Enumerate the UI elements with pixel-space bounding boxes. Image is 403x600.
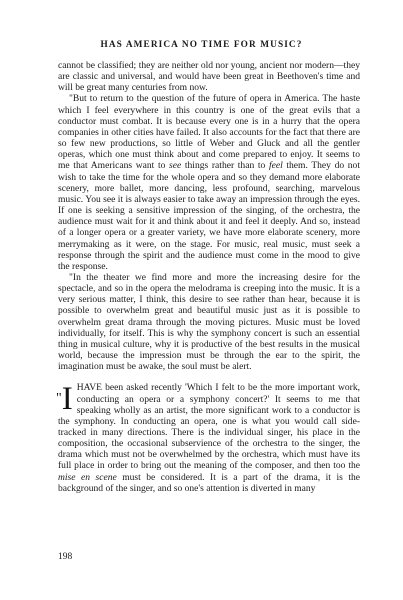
emphasis-feel: feel [268, 160, 283, 172]
paragraph-1-part-a: "But to return to the question of the future of opera in America. The haste which I feel everywhere in this country is one of the great evils that a conductor must combat. It is because every one is in a hurry that the opera companies in other cities have failed. It also accounts for the fact that there are so few new productions, so little of Weber and Gluck and all the gentler operas, which one must think about and come prepared to enjoy. It seems to me that Americans want to [58, 93, 360, 172]
paragraph-2: "In the theater we find more and more the increasing desire for the spectacle, and so in the opera the melodrama is creeping into the music. It is a very serious matter, I think, this desire to see rather than hear, because it is possible to overwhelm great and beautiful music just as it is possible to overwhelm great drama through the moving pictures. Music must be loved individually, for itself. This is why the symphony concert is such an essential thing in musical culture, why it is productive of the best results in the musical world, because the impression must be through the ear to the spirit, the imagination must be awake, the soul must be alert. [58, 271, 360, 373]
paragraph-1-part-b: things rather than to [181, 160, 269, 172]
paragraph-0: cannot be classified; they are neither old nor young, ancient nor modern—they are classic and universal, and would have been great in Beethoven's time and will be great many centuries from now. [58, 60, 360, 94]
paragraph-1 [58, 93, 360, 272]
drop-cap [56, 381, 73, 418]
emphasis-see: see [169, 160, 182, 172]
open-quote: " [56, 391, 62, 407]
section-two [58, 382, 360, 494]
article-body [58, 60, 360, 494]
paragraph-3-part-a: HAVE been asked recently 'Which I felt to be the more important work, conducting an opera or a symphony concert?' It seems to me that speaking wholly as an artist, the more significant work to a conductor is the symphony. In conducting an opera, one is what you would call side-tracked in many directions. There is the individual singer, his place in the composition, the occasional subservience of the orchestra to the singer, the drama which must not be overwhelmed by the orchestra, which must have its full place in order to bring out the meaning of the composer, and then too the [58, 382, 360, 472]
page-number: 198 [58, 552, 73, 562]
paragraph-3-part-b: must be considered. It is a part of the drama, it is the background of the singer, and so one's attention is diverted in many [58, 471, 360, 494]
paragraph-3 [58, 382, 360, 494]
paragraph-1-part-c: them. They do not wish to take the time for the whole opera and so they demand more elaborate scenery, more ballet, more dancing, less profound, searching, marvelous music. You see it is always easier to take away an impression through the eyes. If one is seeking a sensitive impression of the singing, of the orchestra, the audience must wait for it and think about it and feel it deeply. And so, instead of a longer opera or a greater variety, we have more elaborate scenery, more merrymaking as it were, on the stage. For music, real music, must seek a response through the spirit and the audience must come in the mood to give the response. [58, 160, 360, 272]
emphasis-mise-en-scene: mise en scene [58, 471, 117, 483]
running-title: HAS AMERICA NO TIME FOR MUSIC? [100, 40, 303, 50]
drop-cap-letter: I [61, 381, 73, 418]
